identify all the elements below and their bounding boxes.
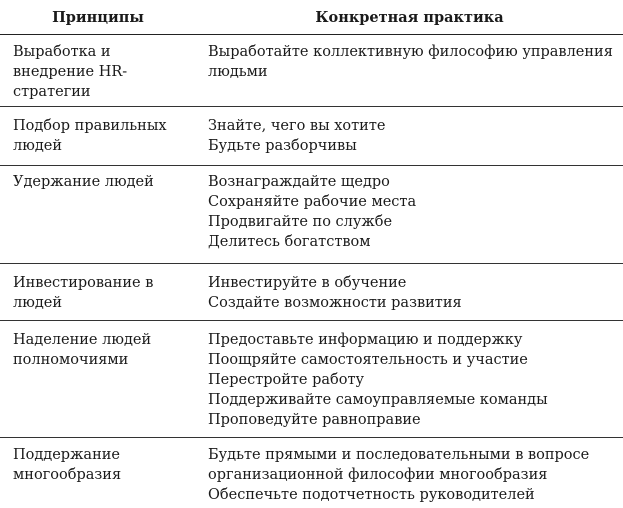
principle-cell: Выработка и внедрение HR-стратегии: [13, 44, 128, 100]
principle-cell: Поддержание многообразия: [13, 447, 122, 483]
practice-item: Перестройте работу: [208, 372, 365, 388]
practice-item: Обеспечьте подотчетность руководителей: [208, 487, 535, 503]
practice-item: Продвигайте по службе: [208, 214, 393, 230]
principle-cell: Подбор правильных людей: [13, 118, 167, 154]
practice-item: Будьте прямыми и последовательными в вопросе организационной философии многообразия: [208, 447, 590, 483]
practice-item: Поощряйте самостоятельность и участие: [208, 352, 528, 368]
practice-cell: [196, 321, 623, 437]
table-row: [0, 35, 623, 107]
principle-cell: Удержание людей: [13, 174, 154, 190]
table-row: [0, 321, 623, 438]
practice-item: Будьте разборчивы: [208, 138, 357, 154]
practice-item: Поддерживайте самоуправляемые команды: [208, 392, 548, 408]
table-row: [0, 264, 623, 321]
practice-item: Создайте возможности развития: [208, 295, 462, 311]
practice-item: Делитесь богатством: [208, 234, 371, 250]
practice-item: Выработайте коллективную философию управления людьми: [208, 44, 613, 80]
practice-cell: [196, 438, 623, 508]
practice-cell: [196, 107, 623, 165]
table-row: [0, 166, 623, 264]
principle-cell: Инвестирование в людей: [13, 275, 154, 311]
practice-cell: [196, 166, 623, 263]
header-practice: Конкретная практика: [315, 8, 504, 26]
practice-item: Предоставьте информацию и поддержку: [208, 332, 523, 348]
table-header: [0, 0, 623, 35]
practice-item: Знайте, чего вы хотите: [208, 118, 386, 134]
header-principles: Принципы: [52, 8, 144, 26]
practice-item: Проповедуйте равноправие: [208, 412, 421, 428]
practice-item: Сохраняйте рабочие места: [208, 194, 417, 210]
table-row: [0, 107, 623, 166]
principle-cell: Наделение людей полномочиями: [13, 332, 152, 368]
practice-item: Вознаграждайте щедро: [208, 174, 390, 190]
practice-cell: [196, 264, 623, 320]
practice-item: Инвестируйте в обучение: [208, 275, 407, 291]
practice-cell: [196, 35, 623, 106]
table-row: [0, 438, 623, 508]
